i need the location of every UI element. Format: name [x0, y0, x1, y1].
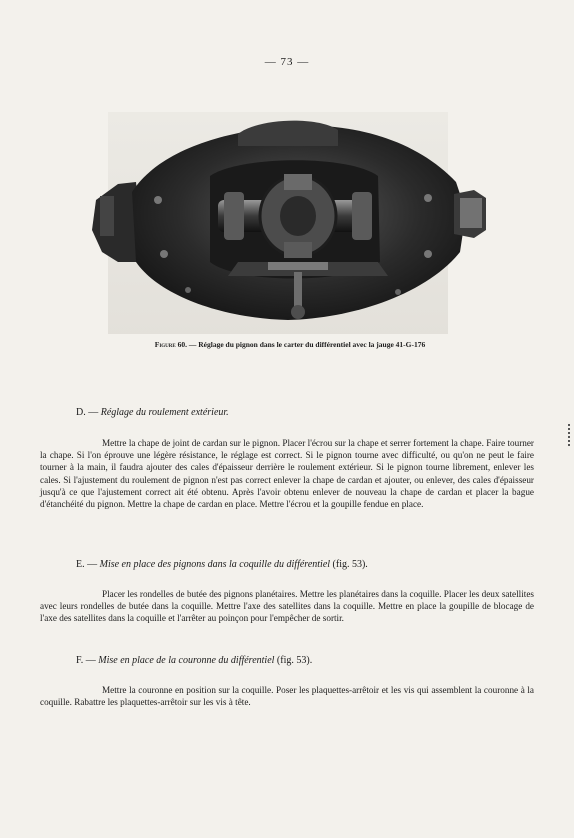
section-title: Mise en place de la couronne du différentiel — [98, 655, 275, 666]
section-letter: D. — — [76, 407, 99, 418]
section-paragraph-d: Mettre la chape de joint de cardan sur le pignon. Placer l'écrou sur la chape et serrer fortement la chape. Faire tourner la chape. Si l'on éprouve une légère résistance, le réglage est correct. Si le pignon tourne avec difficulté, ou qu'on ne peut le faire tourner à la main, il faudra ajouter des cales d'épaisseur derrière le roulement extérieur. Si le pignon tourne librement, enlever les cales. Si l'ajustement du roulement de pignon n'est pas correct enlever la chape de cardan et ajouter, ou enlever, des cales d'épaisseur jusqu'à ce que l'ajustement correct ait été obtenu. Après l'avoir obtenu enlever de nouveau la chape de cardan et placer la bague d'étanchéité du pignon. Mettre la chape de cardan en place. Mettre l'écrou et la goupille fendue en place. — [40, 438, 534, 510]
page-number: — 73 — — [264, 56, 310, 68]
section-letter: F. — — [76, 655, 96, 666]
section-ref: (fig. 53). — [276, 655, 313, 666]
section-heading-e — [76, 558, 368, 571]
section-ref: (fig. 53). — [332, 559, 368, 570]
figure-caption-label: Figure 60. — [154, 340, 187, 349]
section-heading-d — [76, 406, 229, 419]
differential-housing-image — [88, 112, 490, 334]
figure-caption-text: — Réglage du pignon dans le carter du différentiel avec la jauge 41-G-176 — [188, 340, 426, 349]
section-paragraph-e: Placer les rondelles de butée des pignons planétaires. Mettre les planétaires dans la coquille. Placer les deux satellites avec leurs rondelles de butée dans la coquille. Mettre l'axe des satellites dans la coquille. Mettre en place la goupille de blocage de l'axe des satellites dans la coquille et l'arrêter au poinçon pour l'empêcher de sortir. — [40, 589, 534, 624]
section-title: Mise en place des pignons dans la coquille du différentiel — [99, 559, 331, 570]
section-letter: E. — — [76, 559, 98, 570]
section-paragraph-f: Mettre la couronne en position sur la coquille. Poser les plaquettes-arrêtoir et les vis qui assemblent la couronne à la coquille. Rabattre les plaquettes-arrêtoir sur les vis à tête. — [40, 685, 534, 708]
margin-mark — [566, 424, 570, 446]
section-title: Réglage du roulement extérieur. — [100, 407, 229, 418]
figure-caption — [150, 340, 430, 349]
section-heading-f — [76, 654, 312, 667]
differential-photo — [88, 112, 490, 334]
